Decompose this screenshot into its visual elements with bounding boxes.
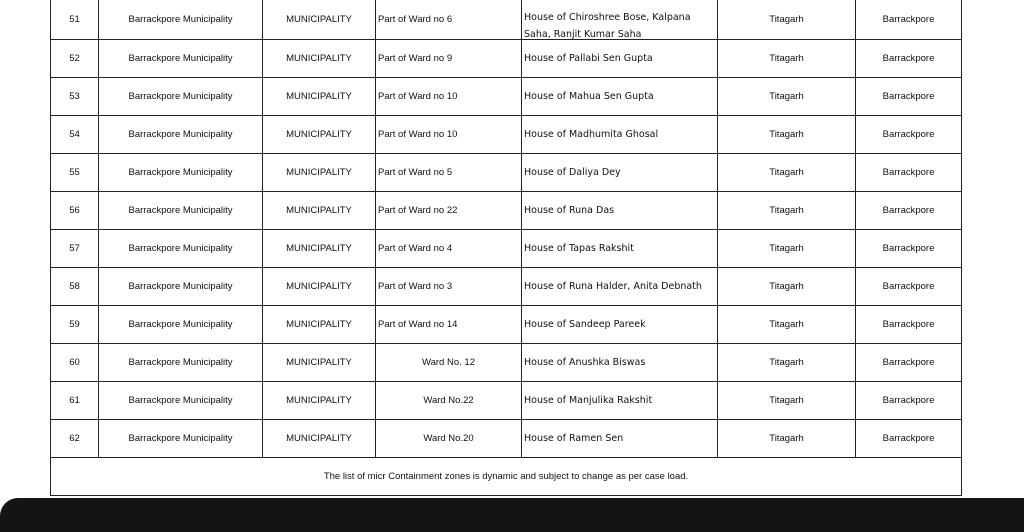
table-row (51, 306, 962, 344)
municipality-cell: Barrackpore Municipality (99, 192, 263, 230)
subdivision-cell: Barrackpore (856, 306, 962, 344)
containment-area-cell: House of Mahua Sen Gupta (522, 78, 718, 116)
municipality-cell: Barrackpore Municipality (99, 306, 263, 344)
police-station-cell: Titagarh (718, 344, 856, 382)
body-type-cell: MUNICIPALITY (263, 154, 376, 192)
subdivision-cell: Barrackpore (856, 40, 962, 78)
containment-area-cell: House of Daliya Dey (522, 154, 718, 192)
subdivision-cell: Barrackpore (856, 420, 962, 458)
body-type-cell: MUNICIPALITY (263, 382, 376, 420)
subdivision-cell: Barrackpore (856, 230, 962, 268)
municipality-cell: Barrackpore Municipality (99, 40, 263, 78)
table-row (51, 344, 962, 382)
ward-cell: Part of Ward no 10 (376, 78, 522, 116)
ward-cell: Ward No.22 (376, 382, 522, 420)
subdivision-cell: Barrackpore (856, 268, 962, 306)
table-row (51, 78, 962, 116)
body-type-cell: MUNICIPALITY (263, 0, 376, 40)
body-type-cell: MUNICIPALITY (263, 192, 376, 230)
body-type-cell: MUNICIPALITY (263, 40, 376, 78)
table-row (51, 154, 962, 192)
body-type-cell: MUNICIPALITY (263, 306, 376, 344)
containment-area-text: House of Chiroshree Bose, Kalpana Saha, Ranjit Kumar Saha (524, 12, 691, 39)
containment-area-cell: House of Madhumita Ghosal (522, 116, 718, 154)
serial-number-cell: 52 (51, 40, 99, 78)
table-row (51, 192, 962, 230)
containment-area-cell: House of Manjulika Rakshit (522, 382, 718, 420)
municipality-cell: Barrackpore Municipality (99, 344, 263, 382)
serial-number-cell: 59 (51, 306, 99, 344)
containment-area-cell: House of Runa Das (522, 192, 718, 230)
subdivision-cell: Barrackpore (856, 78, 962, 116)
police-station-cell: Titagarh (718, 116, 856, 154)
body-type-cell: MUNICIPALITY (263, 116, 376, 154)
subdivision-cell: Barrackpore (856, 0, 962, 40)
body-type-cell: MUNICIPALITY (263, 420, 376, 458)
body-type-cell: MUNICIPALITY (263, 268, 376, 306)
municipality-cell: Barrackpore Municipality (99, 420, 263, 458)
containment-area-cell: House of Pallabi Sen Gupta (522, 40, 718, 78)
ward-cell: Ward No. 12 (376, 344, 522, 382)
ward-cell: Part of Ward no 6 (376, 0, 522, 40)
municipality-cell: Barrackpore Municipality (99, 78, 263, 116)
municipality-cell: Barrackpore Municipality (99, 382, 263, 420)
table-body (51, 0, 962, 496)
containment-area-cell: House of Anushka Biswas (522, 344, 718, 382)
body-type-cell: MUNICIPALITY (263, 344, 376, 382)
police-station-cell: Titagarh (718, 192, 856, 230)
table-row (51, 40, 962, 78)
serial-number-cell: 61 (51, 382, 99, 420)
footnote-row (51, 458, 962, 496)
subdivision-cell: Barrackpore (856, 116, 962, 154)
table-row (51, 230, 962, 268)
footnote: The list of micr Containment zones is dynamic and subject to change as per case load. (51, 458, 962, 496)
containment-area-cell: House of Sandeep Pareek (522, 306, 718, 344)
ward-cell: Part of Ward no 9 (376, 40, 522, 78)
body-type-cell: MUNICIPALITY (263, 230, 376, 268)
serial-number-cell: 53 (51, 78, 99, 116)
police-station-cell: Titagarh (718, 420, 856, 458)
containment-area-cell: House of Runa Halder, Anita Debnath (522, 268, 718, 306)
ward-cell: Part of Ward no 5 (376, 154, 522, 192)
containment-area-cell (522, 0, 718, 40)
ward-cell: Part of Ward no 4 (376, 230, 522, 268)
police-station-cell: Titagarh (718, 306, 856, 344)
ward-cell: Part of Ward no 3 (376, 268, 522, 306)
police-station-cell: Titagarh (718, 40, 856, 78)
police-station-cell: Titagarh (718, 268, 856, 306)
municipality-cell: Barrackpore Municipality (99, 154, 263, 192)
body-type-cell: MUNICIPALITY (263, 78, 376, 116)
subdivision-cell: Barrackpore (856, 154, 962, 192)
table-row (51, 0, 962, 40)
municipality-cell: Barrackpore Municipality (99, 116, 263, 154)
ward-cell: Ward No.20 (376, 420, 522, 458)
table-row (51, 116, 962, 154)
containment-area-cell: House of Ramen Sen (522, 420, 718, 458)
municipality-cell: Barrackpore Municipality (99, 268, 263, 306)
police-station-cell: Titagarh (718, 382, 856, 420)
serial-number-cell: 55 (51, 154, 99, 192)
serial-number-cell: 57 (51, 230, 99, 268)
police-station-cell: Titagarh (718, 154, 856, 192)
police-station-cell: Titagarh (718, 230, 856, 268)
serial-number-cell: 56 (51, 192, 99, 230)
containment-area-cell: House of Tapas Rakshit (522, 230, 718, 268)
serial-number-cell: 62 (51, 420, 99, 458)
serial-number-cell: 51 (51, 0, 99, 40)
table-row (51, 268, 962, 306)
serial-number-cell: 58 (51, 268, 99, 306)
municipality-cell: Barrackpore Municipality (99, 0, 263, 40)
ward-cell: Part of Ward no 10 (376, 116, 522, 154)
table-row (51, 382, 962, 420)
subdivision-cell: Barrackpore (856, 344, 962, 382)
police-station-cell: Titagarh (718, 0, 856, 40)
containment-zone-table (50, 0, 962, 496)
police-station-cell: Titagarh (718, 78, 856, 116)
ward-cell: Part of Ward no 14 (376, 306, 522, 344)
subdivision-cell: Barrackpore (856, 192, 962, 230)
subdivision-cell: Barrackpore (856, 382, 962, 420)
serial-number-cell: 54 (51, 116, 99, 154)
ward-cell: Part of Ward no 22 (376, 192, 522, 230)
dark-bottom-bar (0, 498, 1024, 532)
municipality-cell: Barrackpore Municipality (99, 230, 263, 268)
table-row (51, 420, 962, 458)
serial-number-cell: 60 (51, 344, 99, 382)
